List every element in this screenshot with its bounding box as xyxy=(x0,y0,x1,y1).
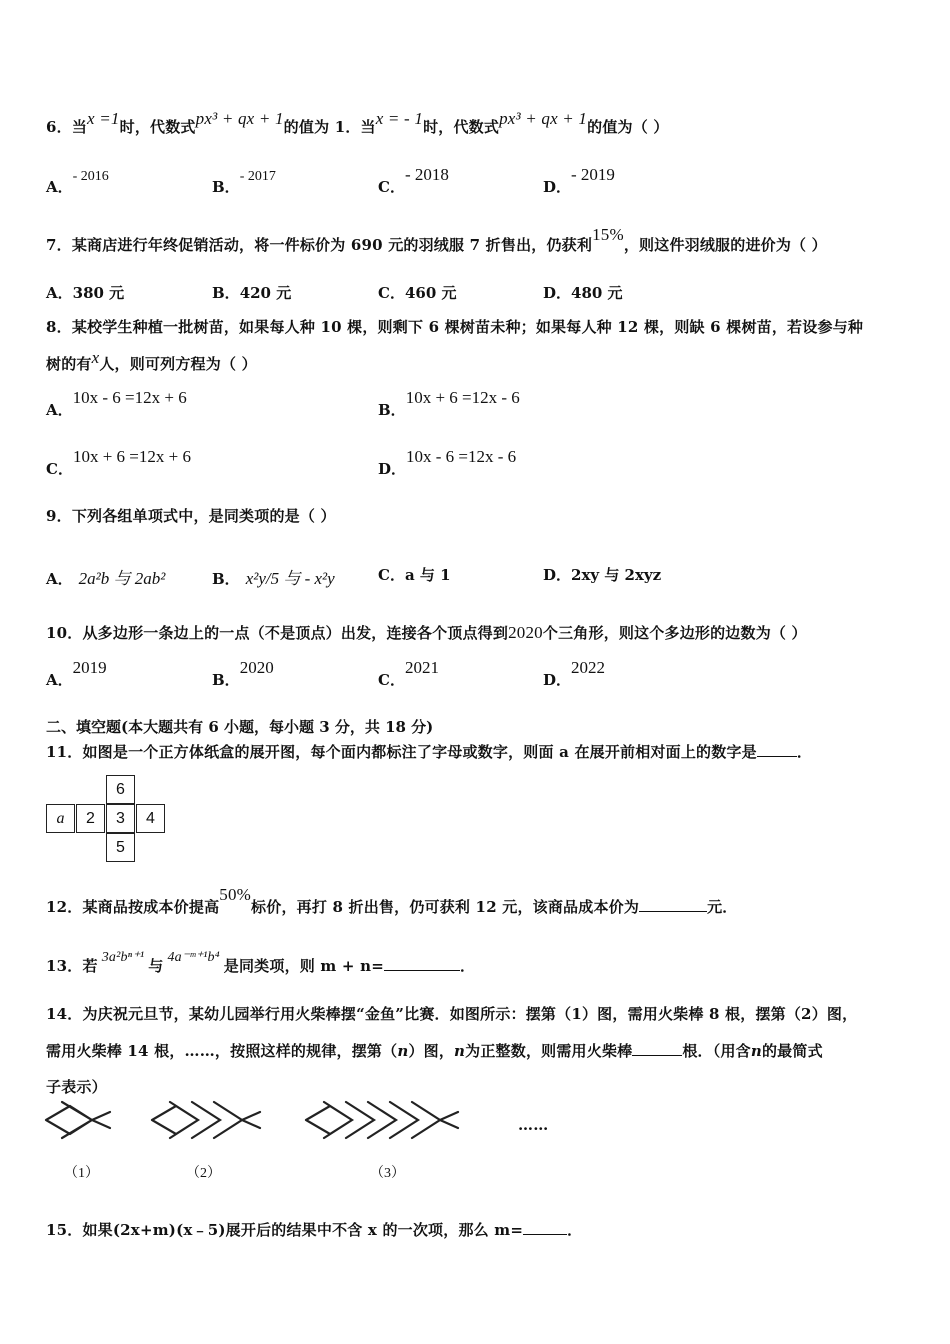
q7-option-d: D．480 元 xyxy=(543,284,623,302)
q9-option-b: B． x²y/5 与 - x²y xyxy=(212,569,335,588)
q6-number: 6．当 xyxy=(46,118,88,136)
q9-text: 9．下列各组单项式中，是同类项的是（ ） xyxy=(46,507,336,525)
q10-option-c: C．2021 xyxy=(378,658,439,689)
q7-option-b: B．420 元 xyxy=(212,284,292,302)
net-cell-a: a xyxy=(46,804,75,833)
q6-expr-1: px³ + qx + 1 xyxy=(195,109,284,128)
q8-line1: 8．某校学生种植一批树苗，如果每人种 10 棵，则剩下 6 棵树苗未种；如果每人种 12 棵，则缺 6 棵树苗，若设参与种 xyxy=(46,318,864,336)
q13-monomial-1: 3a²bⁿ⁺¹ xyxy=(101,950,145,965)
q6-cond1: x =1 xyxy=(87,109,120,128)
q6-option-a: A．- 2016 xyxy=(46,169,109,196)
q15-line: 15．如果(2x+m)(x﹣5)展开后的结果中不含 x 的一次项，那么 m= ． xyxy=(46,1221,583,1239)
q12-percent: 50% xyxy=(219,885,252,904)
q12-line: 12．某商品按成本价提高50%标价，再打 8 折出售，仍可获利 12 元，该商品成本价为 元． xyxy=(46,885,738,916)
q14-answer-blank[interactable] xyxy=(632,1041,682,1056)
net-cell-4: 4 xyxy=(136,804,165,833)
q9-option-c: C．a 与 1 xyxy=(378,566,451,584)
q6-option-c: C．- 2018 xyxy=(378,165,449,196)
q6-option-b: B．- 2017 xyxy=(212,169,276,196)
q11-answer-blank[interactable] xyxy=(757,742,797,757)
section-2-heading: 二、填空题(本大题共有 6 小题，每小题 3 分，共 18 分) xyxy=(46,718,434,736)
q14-line1: 14．为庆祝元旦节，某幼儿园举行用火柴棒摆“金鱼”比赛．如图所示：摆第（1）图，需用火柴棒 8 根，摆第（2）图， xyxy=(46,1005,858,1023)
q6-text2: 的值为 1．当 xyxy=(283,118,376,136)
net-cell-5: 5 xyxy=(106,833,135,862)
q10-number: 2020 xyxy=(508,623,543,642)
q8-variable: x xyxy=(91,348,100,367)
q6-line xyxy=(46,109,669,137)
q13-monomial-2: 4a⁻ᵐ⁺¹b⁴ xyxy=(167,950,220,965)
q10-option-d: D．2022 xyxy=(543,658,606,689)
q15-answer-blank[interactable] xyxy=(523,1220,567,1235)
q7-text: 7．某商店进行年终促销活动，将一件标价为 690 元的羽绒服 7 折售出，仍获利 xyxy=(46,236,593,254)
net-cell-6: 6 xyxy=(106,775,135,804)
fish-figure-1 xyxy=(46,1102,110,1138)
q6-expr-2: px³ + qx + 1 xyxy=(499,109,588,128)
q9-option-d: D．2xy 与 2xyz xyxy=(543,566,662,584)
q7-option-c: C．460 元 xyxy=(378,284,457,302)
q13-line: 13．若 3a²bⁿ⁺¹ 与 4a⁻ᵐ⁺¹b⁴ 是同类项，则 m + n= ． xyxy=(46,950,476,975)
fish-figure-3 xyxy=(306,1102,458,1138)
q9-option-a: A． 2a²b 与 2ab² xyxy=(46,569,166,588)
q10-option-b: B．2020 xyxy=(212,658,274,689)
q12-answer-blank[interactable] xyxy=(639,897,707,912)
q8-option-b: B．10x + 6 =12x - 6 xyxy=(378,388,520,419)
q14-line2: 需用火柴棒 14 根，……，按照这样的规律，摆第（n）图，n为正整数，则需用火柴棒 根．（用含n的最简式 xyxy=(46,1042,823,1060)
fish-label-2: （2） xyxy=(186,1166,221,1181)
goldfish-figures xyxy=(40,1100,600,1190)
q8-option-d: D．10x - 6 =12x - 6 xyxy=(378,447,517,478)
q11-line: 11．如图是一个正方体纸盒的展开图，每个面内都标注了字母或数字，则面 a 在展开前相对面上的数字是 ． xyxy=(46,743,813,761)
net-cell-2: 2 xyxy=(76,804,105,833)
fish-ellipsis: …… xyxy=(518,1116,549,1134)
q7-percent: 15% xyxy=(592,225,624,244)
q8-option-a: A．10x - 6 =12x + 6 xyxy=(46,388,187,419)
fish-label-1: （1） xyxy=(64,1166,99,1181)
fish-label-3: （3） xyxy=(370,1166,405,1181)
fish-figure-2 xyxy=(152,1102,260,1138)
net-cell-3: 3 xyxy=(106,804,135,833)
q8-option-c: C．10x + 6 =12x + 6 xyxy=(46,447,191,478)
q6-text4: 的值为（ ） xyxy=(587,118,669,136)
q6-option-d: D．- 2019 xyxy=(543,165,615,196)
q6-text3: 时，代数式 xyxy=(423,118,500,136)
q13-answer-blank[interactable] xyxy=(384,956,460,971)
q8-line2: 树的有x人，则可列方程为（ ） xyxy=(46,348,257,373)
q7-text2: ，则这件羽绒服的进价为（ ） xyxy=(623,236,827,254)
q10-line: 10．从多边形一条边上的一点（不是顶点）出发，连接各个顶点得到2020个三角形，则这个多边形的边数为（ ） xyxy=(46,623,807,642)
q6-cond2: x = - 1 xyxy=(375,109,424,128)
q6-text1: 时，代数式 xyxy=(119,118,196,136)
q10-option-a: A．2019 xyxy=(46,658,107,689)
q7-option-a: A．380 元 xyxy=(46,284,125,302)
q7-line xyxy=(46,225,827,255)
q14-line3: 子表示） xyxy=(46,1078,107,1096)
